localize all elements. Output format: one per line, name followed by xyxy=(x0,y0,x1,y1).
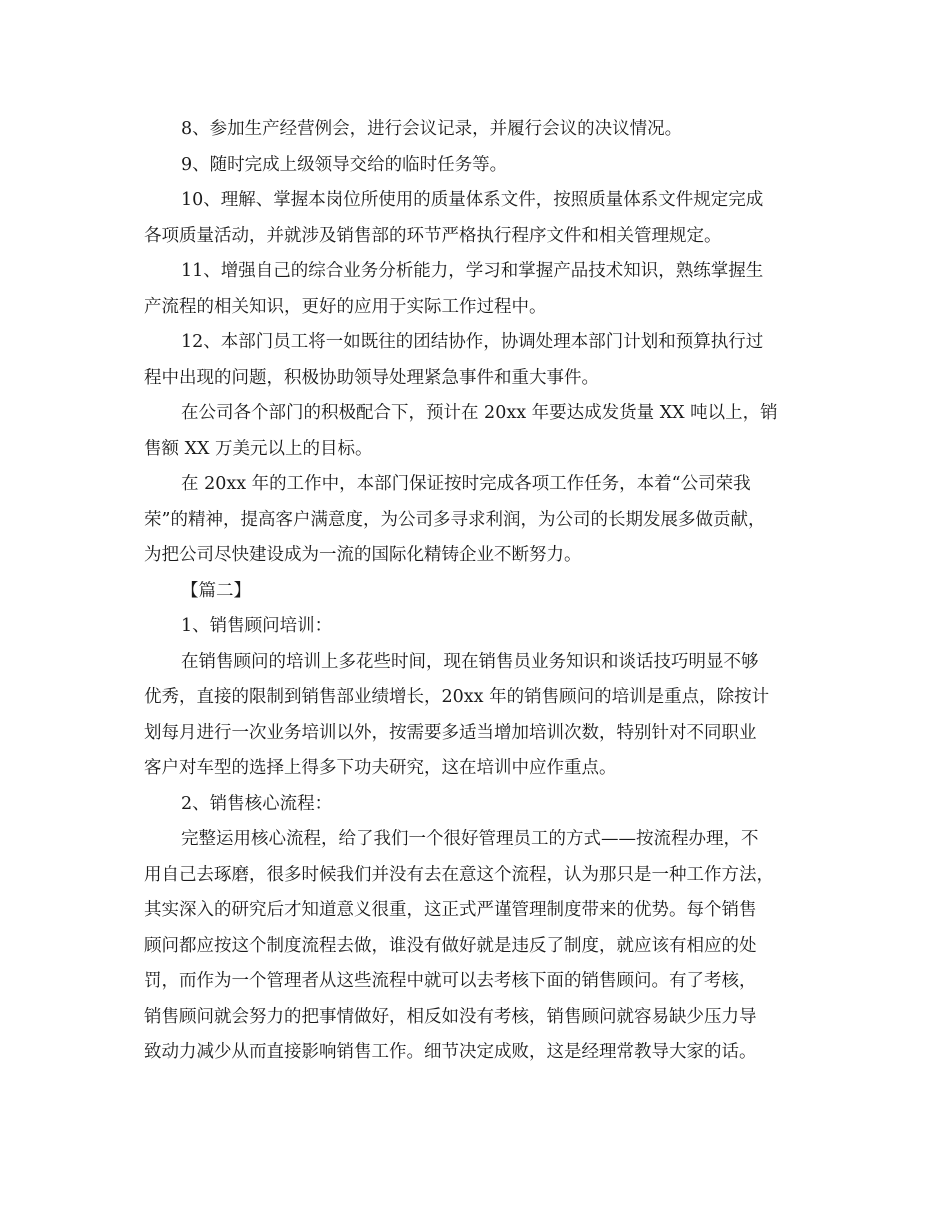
paragraph-line: 销售顾问就会努力的把事情做好，相反如没有考核，销售顾问就容易缺少压力导 xyxy=(144,1006,757,1027)
paragraph xyxy=(144,183,808,254)
paragraph-line: 9、随时完成上级领导交给的临时任务等。 xyxy=(181,154,508,175)
paragraph-line: 罚，而作为一个管理者从这些流程中就可以去考核下面的销售顾问。有了考核， xyxy=(144,971,757,991)
paragraph xyxy=(144,254,808,325)
paragraph-line: 售额 XX 万美元以上的目标。 xyxy=(144,438,373,459)
paragraph-line: 在 20xx 年的工作中，本部门保证按时完成各项工作任务，本着“公司荣我 xyxy=(181,474,751,494)
document-body xyxy=(144,112,808,1071)
paragraph-line: 11、增强自己的综合业务分析能力，学习和掌握产品技术知识，熟练掌握生 xyxy=(181,261,764,281)
paragraph-line: 各项质量活动，并就涉及销售部的环节严格执行程序文件和相关管理规定。 xyxy=(144,225,722,246)
paragraph-line: 【篇二】 xyxy=(181,580,251,601)
paragraph-line: 10、理解、掌握本岗位所使用的质量体系文件，按照质量体系文件规定完成 xyxy=(181,190,764,210)
paragraph-line: 8、参加生产经营例会，进行会议记录，并履行会议的决议情况。 xyxy=(181,119,683,139)
paragraph-line: 客户对车型的选择上得多下功夫研究，这在培训中应作重点。 xyxy=(144,758,617,778)
paragraph xyxy=(144,148,808,184)
paragraph xyxy=(144,467,808,574)
paragraph xyxy=(144,645,808,787)
paragraph-line: 2、销售核心流程： xyxy=(181,793,333,814)
paragraph-line: 在销售顾问的培训上多花些时间，现在销售员业务知识和谈话技巧明显不够 xyxy=(181,651,759,672)
paragraph xyxy=(144,787,808,823)
paragraph xyxy=(144,609,808,645)
paragraph xyxy=(144,396,808,467)
paragraph-line: 荣”的精神，提高客户满意度，为公司多寻求利润，为公司的长期发展多做贡献， xyxy=(144,509,766,530)
paragraph-line: 在公司各个部门的积极配合下，预计在 20xx 年要达成发货量 XX 吨以上，销 xyxy=(181,403,778,423)
paragraph-line: 顾问都应按这个制度流程去做，谁没有做好就是违反了制度，就应该有相应的处 xyxy=(144,935,757,956)
paragraph-line: 用自己去琢磨，很多时候我们并没有去在意这个流程，认为那只是一种工作方法， xyxy=(144,864,774,885)
paragraph-line: 其实深入的研究后才知道意义很重，这正式严谨管理制度带来的优势。每个销售 xyxy=(144,900,757,920)
paragraph-line: 优秀，直接的限制到销售部业绩增长，20xx 年的销售顾问的培训是重点，除按计 xyxy=(144,687,770,707)
paragraph xyxy=(144,325,808,396)
paragraph xyxy=(144,574,808,610)
paragraph-line: 12、本部门员工将一如既往的团结协作，协调处理本部门计划和预算执行过 xyxy=(181,332,764,352)
paragraph xyxy=(144,112,808,148)
paragraph-line: 完整运用核心流程，给了我们一个很好管理员工的方式——按流程办理，不 xyxy=(181,829,759,849)
paragraph-line: 划每月进行一次业务培训以外，按需要多适当增加培训次数，特别针对不同职业 xyxy=(144,722,757,743)
paragraph-line: 1、销售顾问培训： xyxy=(181,616,333,636)
paragraph-line: 程中出现的问题，积极协助领导处理紧急事件和重大事件。 xyxy=(144,367,599,388)
paragraph-line: 为把公司尽快建设成为一流的国际化精铸企业不断努力。 xyxy=(144,545,582,565)
paragraph-line: 致动力减少从而直接影响销售工作。细节决定成败，这是经理常教导大家的话。 xyxy=(144,1042,757,1062)
paragraph xyxy=(144,822,808,1071)
paragraph-line: 产流程的相关知识，更好的应用于实际工作过程中。 xyxy=(144,296,547,317)
